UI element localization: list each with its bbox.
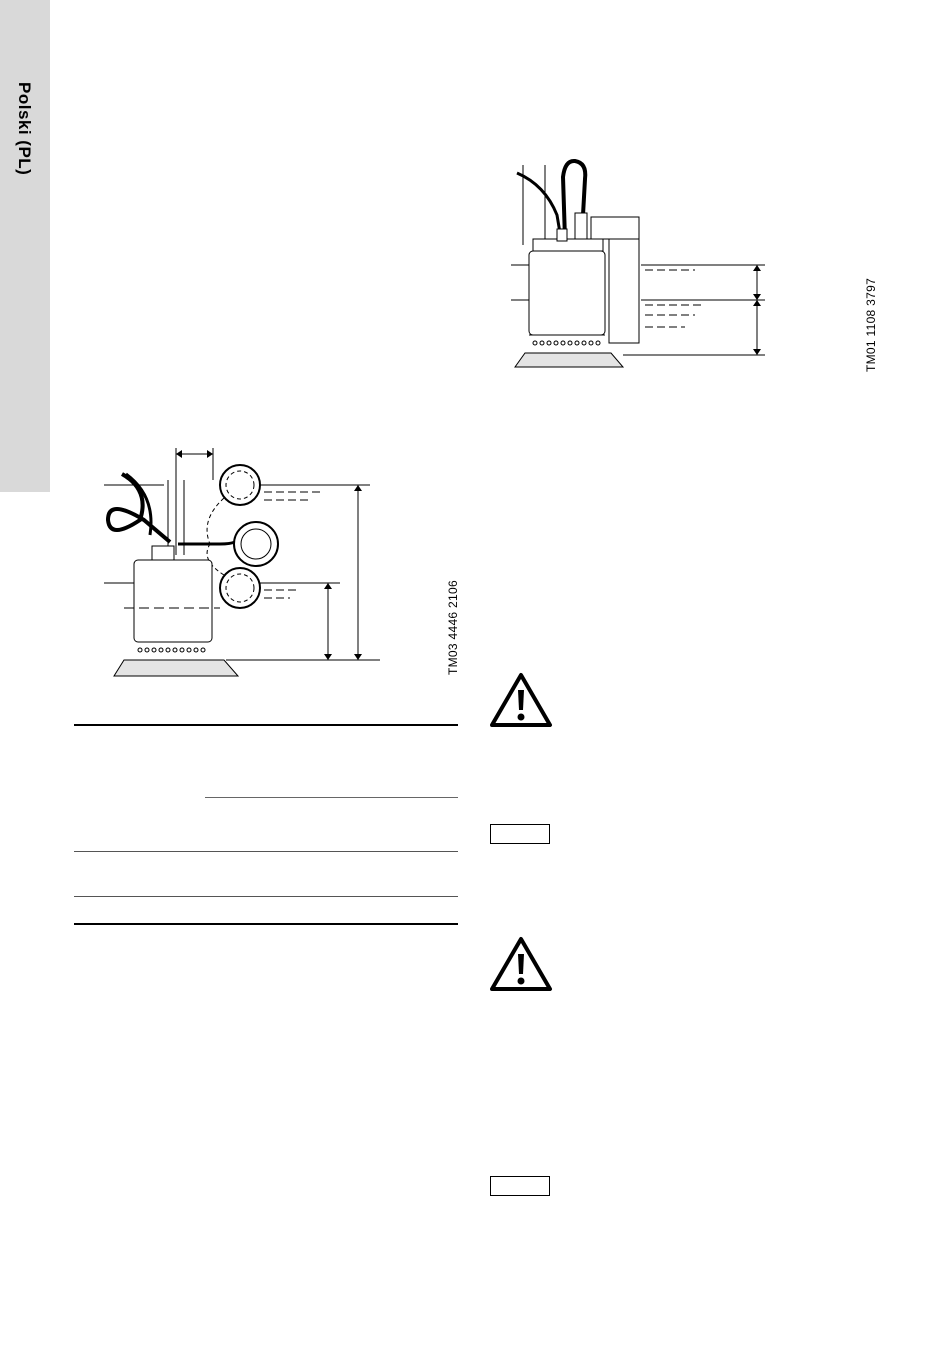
pump-with-float-levels-diagram [100, 440, 390, 685]
note-box-icon [490, 1176, 550, 1196]
figure-code-left: TM03 4446 2106 [446, 580, 460, 675]
table-top-rule [74, 724, 458, 726]
warning-triangle-icon [489, 936, 553, 992]
table-inner-rule [205, 797, 458, 798]
table-bottom-rule [74, 923, 458, 925]
figure-code-top-right: TM01 1108 3797 [864, 277, 878, 372]
pump-float-switch-figure [505, 155, 785, 375]
table-row-rule-2 [74, 896, 458, 897]
note-box-icon [490, 824, 550, 844]
warning-triangle-icon [489, 672, 553, 728]
side-tab-label: Polski (PL) [15, 82, 34, 176]
table-row-rule-1 [74, 851, 458, 852]
pump-float-levels-figure [100, 440, 390, 685]
pump-with-float-switch-diagram [505, 155, 785, 375]
language-side-tab [0, 0, 50, 492]
